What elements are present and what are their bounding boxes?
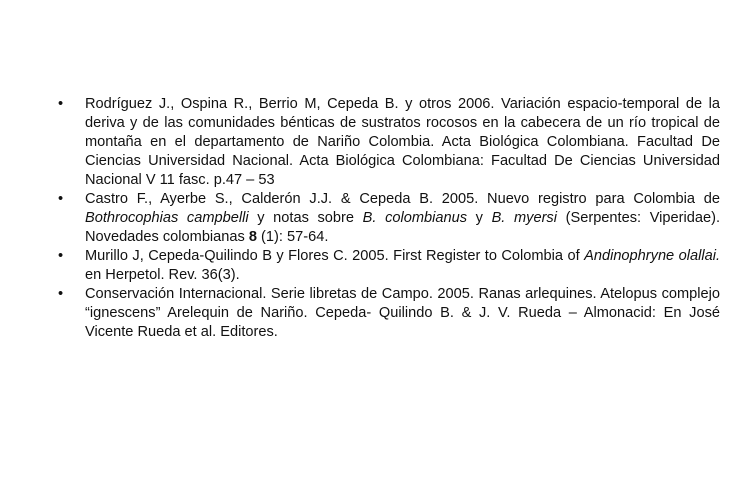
reference-item — [56, 190, 720, 247]
reference-segment: Murillo J, Cepeda-Quilindo B y Flores C. 2005. First Register to Colombia of — [85, 248, 585, 264]
species-name: Bothrocophias campbelli — [85, 210, 249, 226]
reference-segment: Conservación Internacional. Serie libretas de Campo. 2005. Ranas arlequines. Atelopus complejo “ignescens” Arelequin de Nariño. Cepeda- Quilindo B. & J. V. Rueda – Almonacid: En José Vicente Rueda et al. Editores. — [85, 286, 720, 340]
reference-segment: (1): 57-64. — [257, 229, 329, 245]
species-name: B. colombianus — [362, 210, 467, 226]
reference-item — [56, 247, 720, 285]
reference-text — [85, 285, 720, 342]
reference-segment: y notas sobre — [248, 210, 363, 226]
reference-item — [56, 95, 720, 190]
reference-text — [85, 247, 720, 285]
reference-segment: (Serpentes: Viperidae). Novedades colombianas — [85, 210, 721, 245]
species-name: Andinophryne olallai. — [584, 248, 720, 264]
reference-segment: Castro F., Ayerbe S., Calderón J.J. & Cepeda B. 2005. Nuevo registro para Colombia de — [85, 191, 720, 207]
reference-text — [85, 190, 720, 247]
reference-segment: en Herpetol. Rev. 36(3). — [85, 267, 240, 283]
species-name: B. myersi — [491, 210, 557, 226]
reference-text — [85, 95, 720, 190]
reference-item — [56, 285, 720, 342]
reference-segment: y — [467, 210, 492, 226]
reference-list — [56, 95, 720, 342]
volume-number: 8 — [248, 229, 257, 245]
reference-segment: Rodríguez J., Ospina R., Berrio M, Cepeda B. y otros 2006. Variación espacio-temporal de la deriva y de las comunidades bénticas de sustratos rocosos en la cabecera de un río tropical de montaña en el departamento de Nariño Colombia. Acta Biológica Colombiana. Facultad De Ciencias Universidad Nacional. Acta Biológica Colombiana: Facultad De Ciencias Universidad Nacional V 11 fasc. p.47 – 53 — [85, 96, 720, 188]
